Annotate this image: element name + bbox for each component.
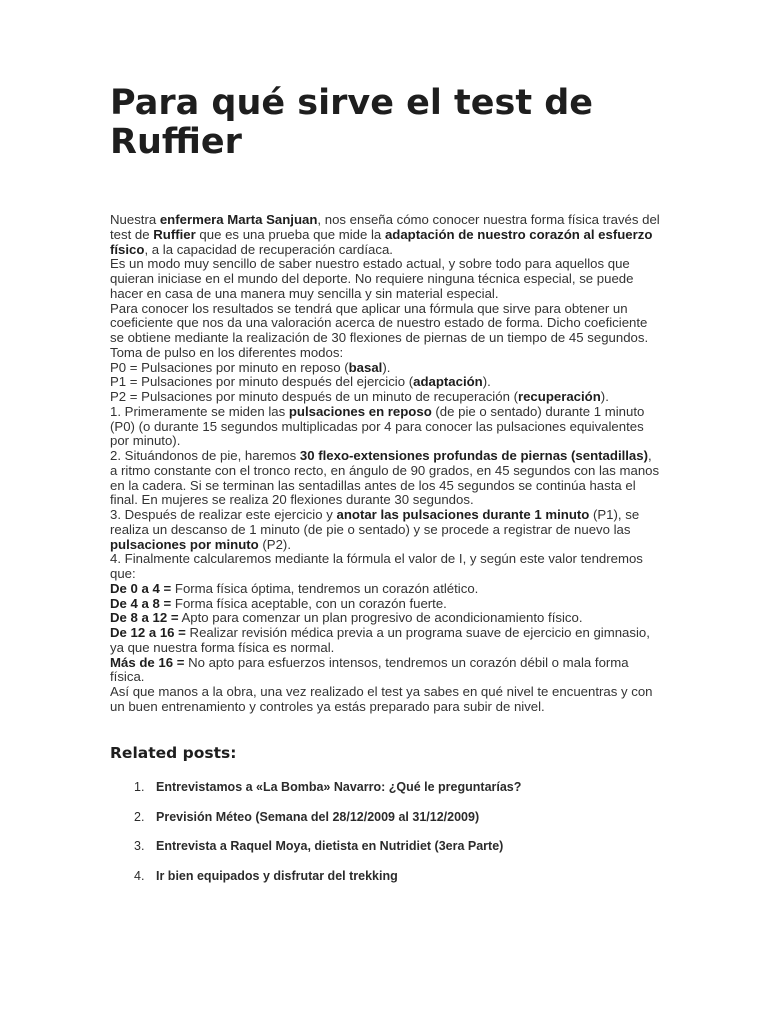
article-paragraph bbox=[110, 508, 660, 552]
text-run: P2 = Pulsaciones por minuto después de un minuto de recuperación ( bbox=[110, 389, 518, 404]
text-run: P0 = Pulsaciones por minuto en reposo ( bbox=[110, 359, 349, 375]
text-run: (de pie o sentado) durante 1 minuto (P0) (o durante 15 segundos multiplicadas por 4 para conocer las pulsaciones equivalentes por minuto). bbox=[110, 403, 645, 449]
related-post-number: 1. bbox=[134, 780, 145, 794]
bold-text: pulsaciones en reposo bbox=[288, 403, 432, 419]
page-title: Para qué sirve el test de Ruffier bbox=[110, 83, 594, 162]
related-post-number-cell bbox=[110, 837, 156, 867]
related-post-link[interactable]: Previsión Méteo (Semana del 28/12/2009 al 31/12/2009) bbox=[156, 809, 480, 824]
text-run: ). bbox=[600, 389, 609, 404]
article-paragraph bbox=[110, 346, 660, 361]
bold-text: enfermera Marta Sanjuan bbox=[159, 212, 318, 227]
bold-text: De 12 a 16 = bbox=[110, 625, 186, 640]
bold-text: basal bbox=[348, 359, 383, 375]
text-run: (P2). bbox=[258, 536, 291, 552]
bold-text: 30 flexo-extensiones profundas de piernas (sentadillas) bbox=[299, 448, 648, 463]
text-run: Así que manos a la obra, una vez realizado el test ya sabes en qué nivel te encuentras y con un buen entrenamiento y controles ya estás preparado para subir de nivel. bbox=[110, 684, 653, 714]
related-post-item bbox=[110, 837, 670, 867]
bold-text: Más de 16 = bbox=[110, 654, 185, 670]
article-paragraph bbox=[110, 405, 660, 449]
related-post-number-cell bbox=[110, 778, 156, 808]
bold-text: De 0 a 4 = bbox=[110, 580, 172, 596]
text-run: Para conocer los resultados se tendrá que aplicar una fórmula que sirve para obtener un coeficiente que nos da una valoración acerca de nuestro estado de forma. Dicho coeficiente se obtiene mediante la realización de 30 flexiones de piernas de un tiempo de 45 segundos. bbox=[110, 300, 649, 345]
article-paragraph bbox=[110, 685, 660, 715]
related-post-number: 4. bbox=[134, 868, 145, 883]
bold-text: anotar las pulsaciones durante 1 minuto bbox=[336, 507, 590, 522]
related-post-item bbox=[110, 808, 670, 838]
related-post-number-cell bbox=[110, 867, 156, 897]
bold-text: De 4 a 8 = bbox=[110, 595, 172, 611]
text-run: Forma física aceptable, con un corazón fuerte. bbox=[171, 595, 447, 611]
article-paragraph bbox=[110, 390, 660, 405]
article-paragraph bbox=[110, 375, 660, 390]
related-post-number-cell bbox=[110, 808, 156, 838]
article-paragraph bbox=[110, 582, 660, 597]
text-run: , a la capacidad de recuperación cardíaca. bbox=[144, 241, 393, 257]
article-paragraph bbox=[110, 552, 660, 582]
text-run: Es un modo muy sencillo de saber nuestro estado actual, y sobre todo para aquellos que quieran iniciase en el mundo del deporte. No requiere ninguna técnica especial, se puede hacer en casa de una manera muy sencilla y sin material especial. bbox=[110, 256, 634, 301]
bold-text: recuperación bbox=[517, 389, 601, 404]
related-post-item bbox=[110, 867, 670, 897]
related-post-link[interactable]: Entrevistamos a «La Bomba» Navarro: ¿Qué le preguntarías? bbox=[156, 780, 522, 794]
article-body bbox=[110, 213, 660, 715]
text-run: ). bbox=[482, 374, 491, 390]
related-post-number: 3. bbox=[134, 839, 145, 853]
text-run: , nos enseña cómo conocer nuestra forma física través del test de bbox=[110, 212, 660, 242]
bold-text: Ruffier bbox=[153, 226, 196, 242]
text-run: 2. Situándonos de pie, haremos bbox=[110, 448, 300, 463]
text-run: P1 = Pulsaciones por minuto después del ejercicio ( bbox=[110, 374, 414, 390]
text-run: No apto para esfuerzos intensos, tendremos un corazón débil o mala forma física. bbox=[110, 654, 629, 685]
text-run: 3. Después de realizar este ejercicio y bbox=[110, 507, 337, 522]
article-paragraph bbox=[110, 361, 660, 376]
related-post-link[interactable]: Entrevista a Raquel Moya, dietista en Nutridiet (3era Parte) bbox=[156, 839, 504, 853]
bold-text: De 8 a 12 = bbox=[110, 610, 179, 626]
text-run: Nuestra bbox=[110, 212, 160, 227]
article-paragraph bbox=[110, 656, 660, 686]
related-posts-list bbox=[110, 778, 670, 896]
text-run: Forma física óptima, tendremos un corazón atlético. bbox=[171, 580, 479, 596]
text-run: Toma de pulso en los diferentes modos: bbox=[110, 344, 344, 360]
bold-text: adaptación bbox=[413, 374, 483, 390]
article-paragraph bbox=[110, 597, 660, 612]
article-paragraph bbox=[110, 257, 660, 301]
article-paragraph bbox=[110, 449, 660, 508]
article-paragraph bbox=[110, 302, 660, 346]
bold-text: adaptación de nuestro corazón al esfuerzo físico bbox=[110, 226, 653, 257]
related-posts-heading: Related posts: bbox=[110, 744, 237, 762]
article-paragraph bbox=[110, 611, 660, 626]
text-run: Realizar revisión médica previa a un programa suave de ejercicio en gimnasio, ya que nuestra forma física es normal. bbox=[110, 625, 650, 655]
related-post-number: 2. bbox=[134, 809, 145, 824]
text-run: ). bbox=[382, 359, 391, 375]
article-paragraph bbox=[110, 626, 660, 656]
text-run: Apto para comenzar un plan progresivo de acondicionamiento físico. bbox=[178, 610, 583, 626]
text-run: (P1), se realiza un descanso de 1 minuto (de pie o sentado) y se procede a registrar de nuevo las bbox=[110, 507, 640, 537]
text-run: 4. Finalmente calcularemos mediante la fórmula el valor de I, y según este valor tendremos que: bbox=[110, 551, 643, 581]
related-post-link[interactable]: Ir bien equipados y disfrutar del trekking bbox=[156, 868, 398, 883]
related-post-item bbox=[110, 778, 670, 808]
text-run: , a ritmo constante con el tronco recto, en ángulo de 90 grados, en 45 segundos con las manos en la cadera. Si se terminan las sentadillas antes de los 45 segundos se continúa hasta el final. En mujeres se realiza 20 flexiones durante 30 segundos. bbox=[110, 448, 660, 508]
article-paragraph bbox=[110, 213, 660, 257]
bold-text: pulsaciones por minuto bbox=[110, 536, 259, 552]
text-run: que es una prueba que mide la bbox=[195, 226, 385, 242]
text-run: 1. Primeramente se miden las bbox=[110, 403, 289, 419]
